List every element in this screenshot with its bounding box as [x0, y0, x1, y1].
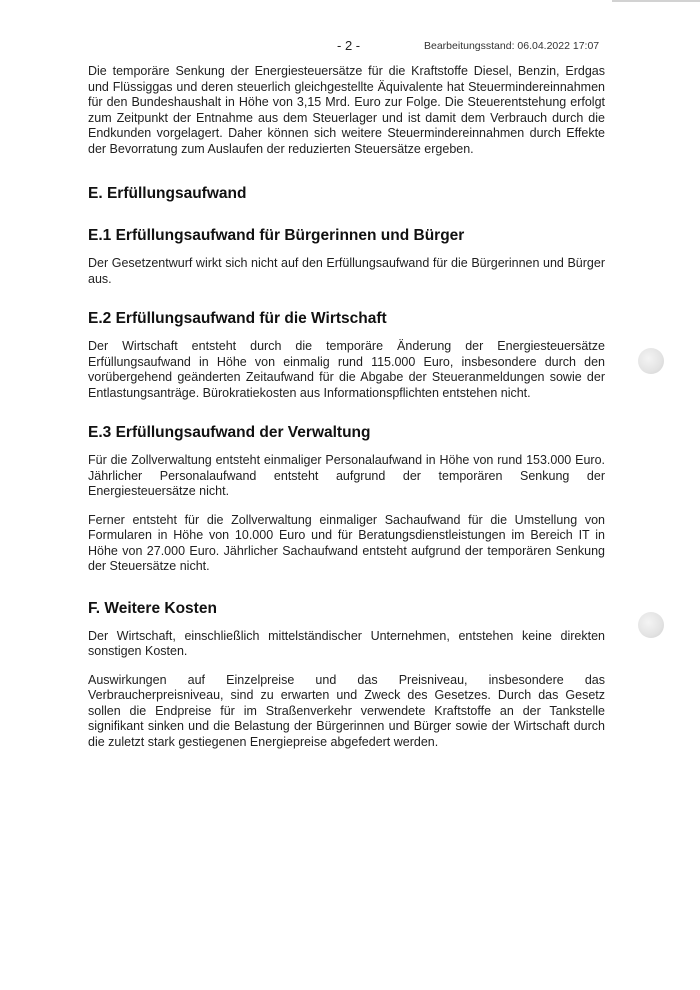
section-f-paragraph-1: Der Wirtschaft, einschließlich mittelständischer Unternehmen, entstehen keine direkten sonstigen Kosten. — [88, 628, 605, 658]
section-e1-paragraph: Der Gesetzentwurf wirkt sich nicht auf den Erfüllungsaufwand für die Bürgerinnen und Bürger aus. — [88, 256, 605, 286]
section-e1-heading: E.1 Erfüllungsaufwand für Bürgerinnen und Bürger — [88, 227, 465, 244]
section-f-heading: F. Weitere Kosten — [88, 599, 217, 617]
punch-hole-bottom — [638, 612, 664, 638]
punch-hole-top — [638, 348, 664, 374]
document-body — [88, 64, 605, 750]
scan-edge-mark — [612, 0, 700, 2]
section-e3-paragraph-1: Für die Zollverwaltung entsteht einmaliger Personalaufwand in Höhe von rund 153.000 Euro. Jährlicher Personalaufwand entsteht aufgrund der temporären Senkung der Energiesteuersätze nicht. — [88, 453, 605, 498]
section-e2-paragraph: Der Wirtschaft entsteht durch die temporäre Änderung der Energiesteuersätze Erfüllungsaufwand in Höhe von einmalig rund 115.000 Euro, insbesondere durch den vorübergehend geänderten Zeitaufwand für die Abgabe der Steueranmeldungen sowie der Entlastungsanträge. Bürokratiekosten aus Informationspflichten entstehen nicht. — [88, 339, 605, 400]
section-e-heading: E. Erfüllungsaufwand — [88, 185, 247, 202]
section-e2-heading: E.2 Erfüllungsaufwand für die Wirtschaft — [88, 310, 387, 327]
section-e3-paragraph-2: Ferner entsteht für die Zollverwaltung einmaliger Sachaufwand für die Umstellung von Formularen in Höhe von 10.000 Euro und für Beratungsdienstleistungen im Bereich IT in Höhe von 27.000 Euro. Jährlicher Sachaufwand entsteht aufgrund der temporären Senkung der Steuersätze nicht. — [88, 512, 605, 573]
page-header — [0, 38, 700, 54]
intro-paragraph: Die temporäre Senkung der Energiesteuersätze für die Kraftstoffe Diesel, Benzin, Erdgas und Flüssiggas und deren steuerlich gleichgestellte Äquivalente hat Steuermindereinnahmen für den Bundeshaushalt in Höhe von 3,15 Mrd. Euro zur Folge. Die Steuerentstehung erfolgt zum Zeitpunkt der Entnahme aus dem Steuerlager und ist damit dem Verbrauch durch die Endkunden vorgelagert. Daher können sich weitere Steuermindereinnahmen durch Effekte der Bevorratung zum Auslaufen der reduzierten Steuersätze ergeben. — [88, 64, 605, 156]
page-number: - 2 - — [337, 38, 361, 53]
section-f-paragraph-2: Auswirkungen auf Einzelpreise und das Preisniveau, insbesondere das Verbraucherpreisniveau, sind zu erwarten und Zweck des Gesetzes. Durch das Gesetz sollen die Endpreise für im Straßenverkehr verwendete Kraftstoffe an der Tankstelle signifikant sinken und die Belastung der Bürgerinnen und Bürger sowie der Wirtschaft durch die zuletzt stark gestiegenen Energiepreise abgefedert werden. — [88, 672, 605, 749]
section-e3-heading: E.3 Erfüllungsaufwand der Verwaltung — [88, 424, 371, 441]
revision-status: Bearbeitungsstand: 06.04.2022 17:07 — [424, 40, 600, 52]
